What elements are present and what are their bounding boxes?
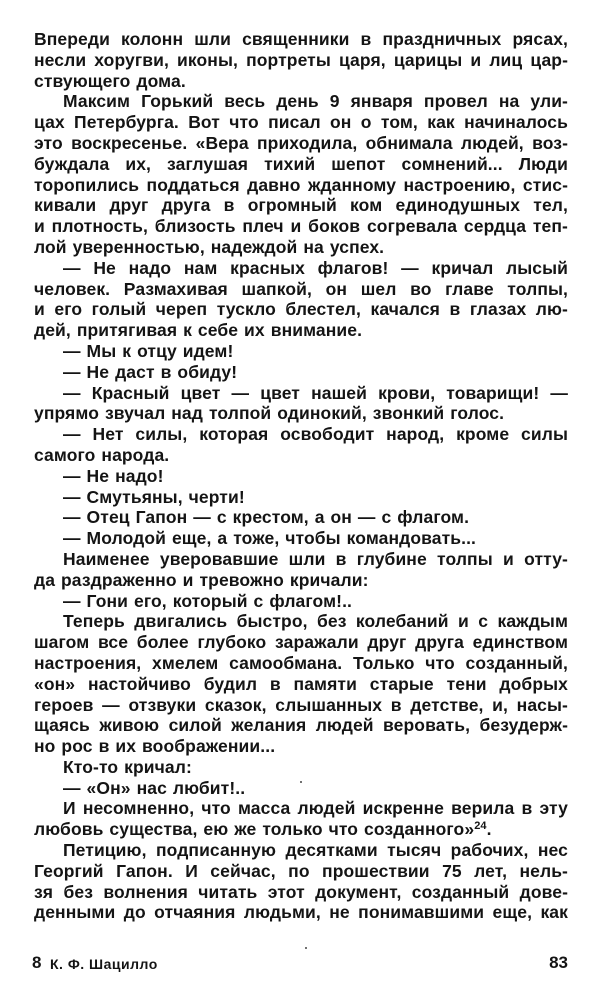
line-text: и плотность, близость плеч и боков согревала сердца теп- [34,216,568,237]
line-text-tail: . [486,819,492,840]
text-line [34,91,568,112]
text-line [34,487,568,508]
line-text: да раздраженно и тревожно кричали: [34,569,369,590]
line-text: человек. Размахивая шапкой, он шел во главе толпы, [34,278,568,299]
line-text: несли хоругви, иконы, портреты царя, царицы и лиц цар- [34,49,568,70]
text-line [34,882,568,903]
line-text: героев — отзвуки сказок, слышанных в детстве, и, насы- [34,694,568,715]
text-line [34,798,568,819]
line-text: Кто-то кричал: [63,756,192,777]
line-text: — «Он» нас любит!.. [63,777,246,798]
text-line [34,695,568,716]
signature-mark: 8 [32,953,42,972]
text-line [34,154,568,175]
line-text: лой уверенностью, надеждой на успех. [34,236,385,257]
text-line [34,383,568,404]
line-text: Впереди колонн шли священники в праздничных рясах, [34,29,568,49]
line-text: Максим Горький весь день 9 января провел на ули- [63,91,568,112]
text-line [34,320,568,341]
text-line [34,840,568,861]
text-line [34,71,568,92]
line-text: — Отец Гапон — с крестом, а он — с флагом. [63,507,470,528]
line-text: — Не надо! [63,465,164,486]
text-line [34,715,568,736]
print-speck [305,947,307,949]
line-text: самого народа. [34,444,170,465]
line-text: Георгий Гапон. И сейчас, по прошествии 75 лет, нель- [34,860,568,881]
text-line [34,341,568,362]
running-footer-author: К. Ф. Шацилло [50,956,158,972]
line-text: И несомненно, что масса людей искренне верила в эту [63,798,568,819]
text-line [34,736,568,757]
footnote-reference: 24 [474,820,487,833]
line-text: дей, притягивая к себе их внимание. [34,320,363,341]
line-text: это воскресенье. «Вера приходила, обнимала людей, воз- [34,132,568,153]
text-line [34,279,568,300]
text-line [34,50,568,71]
text-line [34,591,568,612]
text-line [34,507,568,528]
text-line [34,466,568,487]
line-text: ствующего дома. [34,70,186,91]
line-text: зя без волнения читать этот документ, созданный дове- [34,881,568,902]
text-line [34,112,568,133]
line-text: — Нет силы, которая освободит народ, кроме силы [63,424,568,445]
line-text: упрямо звучал над толпой одинокий, звонкий голос. [34,403,505,424]
line-text: любовь существа, ею же только что созданного» [34,819,475,840]
page-number: 83 [549,953,568,972]
line-text: кивали друг друга в огромный ком единодушных тел, [34,195,568,216]
line-text: цах Петербурга. Вот что писал он о том, как начиналось [34,112,568,133]
line-text: — Молодой еще, а тоже, чтобы командовать... [63,528,477,549]
text-line [34,902,568,923]
text-line [34,195,568,216]
text-line [34,133,568,154]
line-text: настроения, хмелем самообмана. Только что созданный, [34,652,568,673]
line-text: — Смутьяны, черти! [63,486,245,507]
text-line [34,611,568,632]
line-text: денными до отчаяния людьми, не понимавшими еще, как [34,902,568,923]
line-text: — Не надо нам красных флагов! — кричал лысый [63,257,568,278]
line-text: — Мы к отцу идем! [63,340,234,361]
line-text: — Красный цвет — цвет нашей крови, товарищи! — [63,382,568,403]
text-line [34,237,568,258]
line-text: «он» настойчиво будил в памяти старые тени добрых [34,673,568,694]
text-line [34,445,568,466]
line-text: торопились поддаться давно жданному настроению, стис- [34,174,568,195]
line-text: — Гони его, который с флагом!.. [63,590,352,611]
text-line [34,29,568,50]
text-line [34,674,568,695]
line-text: Теперь двигались быстро, без колебаний и с каждым [63,611,568,632]
text-line [34,549,568,570]
text-line [34,403,568,424]
text-line [34,653,568,674]
line-text: и его голый череп тускло блестел, качался в глазах лю- [34,299,568,320]
text-line [34,424,568,445]
page-body [34,29,568,923]
text-line [34,216,568,237]
text-line [34,570,568,591]
text-line [34,632,568,653]
text-line [34,819,568,840]
line-text: но рос в их воображении... [34,736,276,757]
line-text: — Не даст в обиду! [63,361,238,382]
text-line [34,528,568,549]
line-text: Петицию, подписанную десятками тысяч рабочих, нес [63,840,568,861]
text-line [34,757,568,778]
line-text: Наименее уверовавшие шли в глубине толпы и отту- [63,548,568,569]
line-text: щаясь живою силой желания людей веровать, безудерж- [34,715,568,736]
text-line [34,861,568,882]
print-speck [300,781,302,783]
line-text: буждала их, заглушая тихий шепот сомнений... Люди [34,153,568,174]
text-line [34,258,568,279]
page-footer [32,953,568,977]
text-line [34,299,568,320]
text-line [34,362,568,383]
line-text: шагом все более глубоко заражали друг друга единством [34,632,568,653]
text-line [34,175,568,196]
